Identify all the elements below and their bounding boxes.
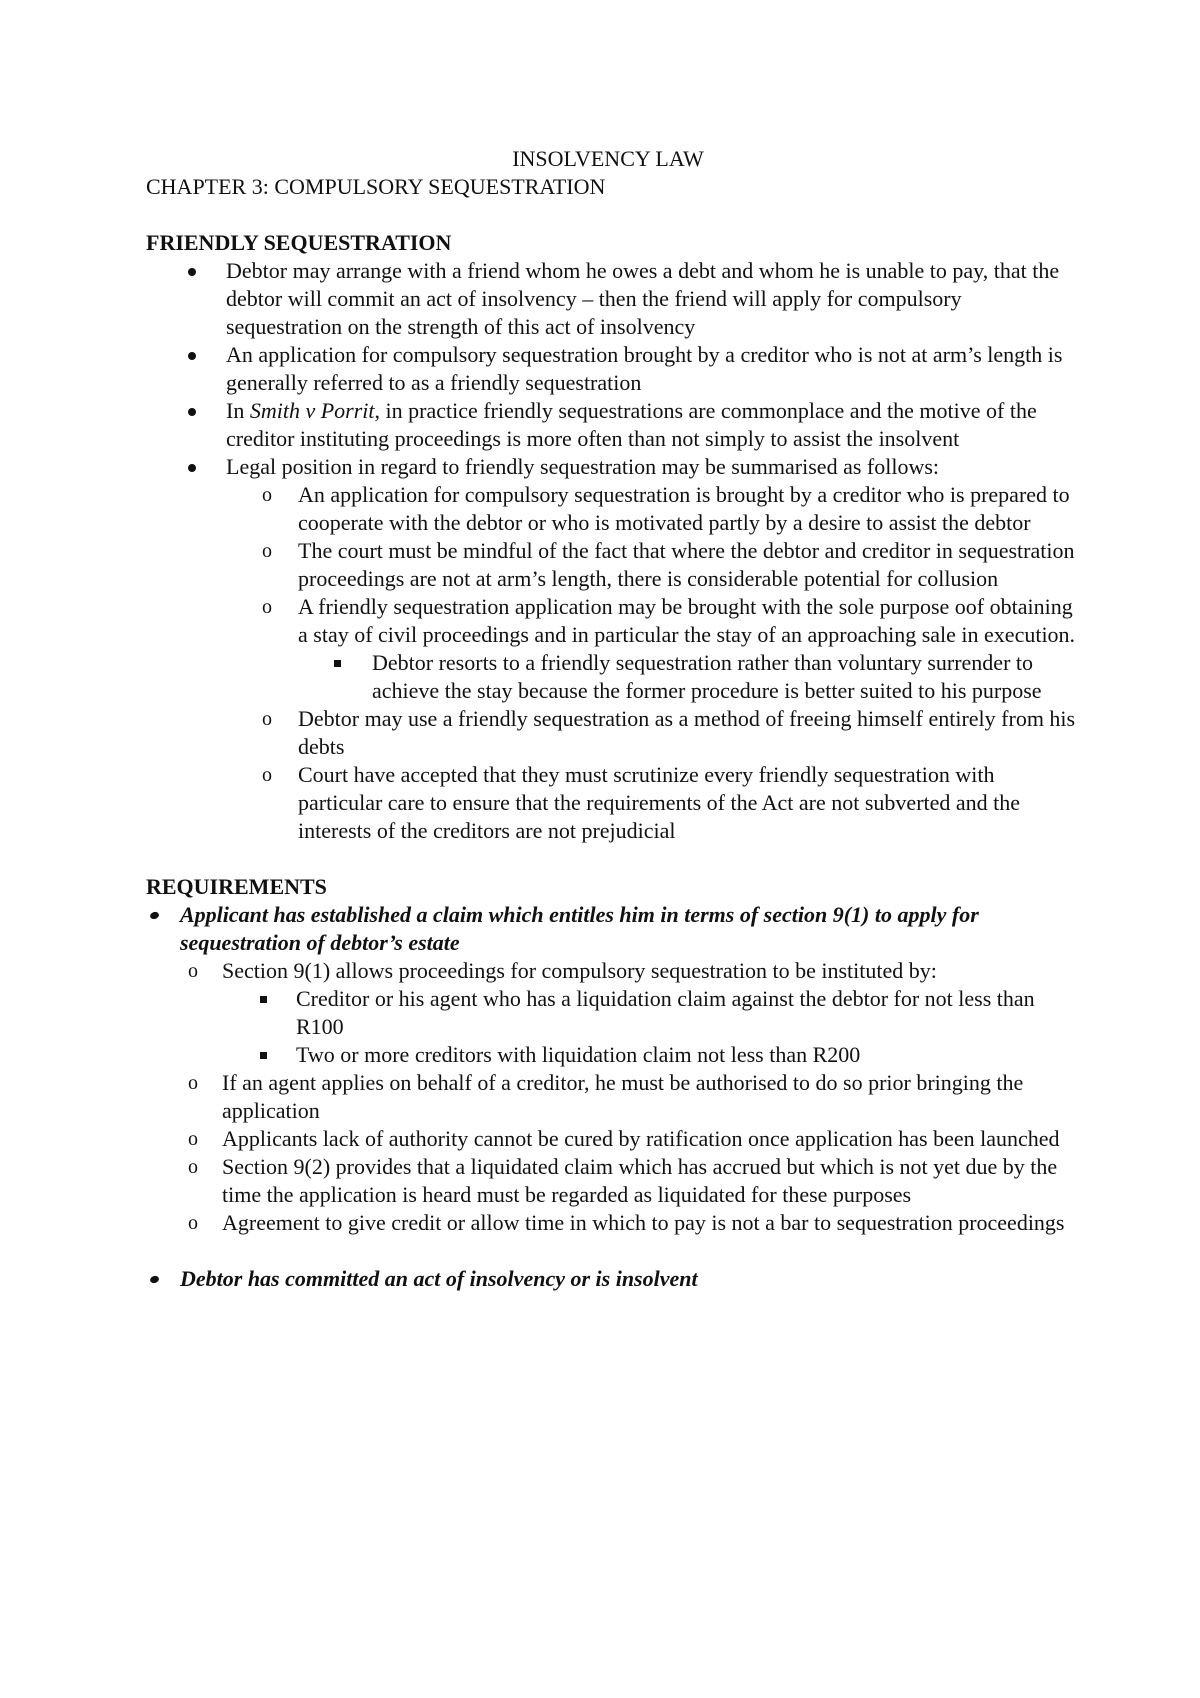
sublist-item — [180, 1069, 1076, 1125]
list-item-prefix: In — [226, 398, 250, 423]
sublist-item-text: Section 9(2) provides that a liquidated claim which has accrued but which is not yet due by the time the application is heard must be regarded as liquidated for these purposes — [222, 1154, 1058, 1207]
list-item — [146, 341, 1076, 397]
friendly-sequestration-heading: FRIENDLY SEQUESTRATION — [146, 230, 452, 255]
list-item-text: Legal position in regard to friendly sequestration may be summarised as follows: — [226, 454, 940, 479]
square-bullet-icon — [260, 1052, 267, 1059]
list-item-text: , in practice friendly sequestrations are commonplace and the motive of the creditor instituting proceedings is more often than not simply to assist the insolvent — [226, 398, 1037, 451]
sublist-item — [222, 1041, 1076, 1069]
bullet-icon — [188, 464, 196, 472]
case-name: Smith v Porrit — [249, 398, 375, 423]
chapter-heading: CHAPTER 3: COMPULSORY SEQUESTRATION — [146, 174, 606, 199]
document-title: INSOLVENCY LAW — [512, 146, 704, 171]
stay-sublist — [298, 649, 1076, 705]
requirements-heading: REQUIREMENTS — [146, 874, 327, 899]
sublist-item — [226, 593, 1076, 705]
circle-bullet-icon: o — [262, 540, 272, 562]
bullet-icon — [188, 268, 196, 276]
circle-bullet-icon: o — [188, 1128, 198, 1150]
requirements-list — [146, 901, 1076, 1293]
bullet-icon — [149, 1275, 160, 1285]
requirement-item — [146, 901, 1076, 1237]
sublist-item — [226, 705, 1076, 761]
sublist-item-text: Applicants lack of authority cannot be cured by ratification once application has been launched — [222, 1126, 1060, 1151]
square-bullet-icon — [260, 996, 267, 1003]
sublist-item-text: Debtor resorts to a friendly sequestration rather than voluntary surrender to achieve the stay because the former procedure is better suited to his purpose — [372, 650, 1042, 703]
circle-bullet-icon: o — [262, 484, 272, 506]
sublist-item — [180, 1153, 1076, 1209]
circle-bullet-icon: o — [262, 764, 272, 786]
requirement-item — [146, 1265, 1076, 1293]
sublist-item — [226, 761, 1076, 845]
requirement-sublist — [180, 957, 1076, 1237]
sublist-item — [226, 537, 1076, 593]
sublist-item-text: Agreement to give credit or allow time in which to pay is not a bar to sequestration proceedings — [222, 1210, 1065, 1235]
legal-position-sublist — [226, 481, 1076, 845]
circle-bullet-icon: o — [188, 1072, 198, 1094]
requirement-title: Debtor has committed an act of insolvency or is insolvent — [180, 1266, 698, 1291]
bullet-icon — [188, 408, 196, 416]
sublist-item — [180, 1125, 1076, 1153]
sublist-item-text: Section 9(1) allows proceedings for compulsory sequestration to be instituted by: — [222, 958, 937, 983]
sublist-item-text: If an agent applies on behalf of a creditor, he must be authorised to do so prior bringing the application — [222, 1070, 1024, 1123]
list-item-text: Debtor may arrange with a friend whom he owes a debt and whom he is unable to pay, that the debtor will commit an act of insolvency – then the friend will apply for compulsory sequestration on the strength of this act of insolvency — [226, 258, 1060, 339]
square-bullet-icon — [334, 660, 341, 667]
list-item — [146, 453, 1076, 845]
sublist-item — [298, 649, 1076, 705]
document-body — [146, 145, 1076, 1293]
list-item — [146, 257, 1076, 341]
sublist-item — [222, 985, 1076, 1041]
bullet-icon — [149, 911, 160, 921]
sublist-item-text: Court have accepted that they must scrutinize every friendly sequestration with particular care to ensure that the requirements of the Act are not subverted and the interests of the creditors are not prejudicial — [298, 762, 1021, 843]
list-item-text: An application for compulsory sequestration brought by a creditor who is not at arm’s length is generally referred to as a friendly sequestration — [226, 342, 1063, 395]
circle-bullet-icon: o — [262, 596, 272, 618]
list-item — [146, 397, 1076, 453]
circle-bullet-icon: o — [188, 960, 198, 982]
circle-bullet-icon: o — [262, 708, 272, 730]
sublist-item-text: Debtor may use a friendly sequestration as a method of freeing himself entirely from his debts — [298, 706, 1076, 759]
spacer — [146, 201, 1076, 229]
sublist-item-text: Creditor or his agent who has a liquidation claim against the debtor for not less than R100 — [296, 986, 1035, 1039]
friendly-bullet-list — [146, 257, 1076, 845]
spacer — [146, 845, 1076, 873]
sublist-item — [180, 957, 1076, 1069]
circle-bullet-icon: o — [188, 1212, 198, 1234]
section-9-1-sublist — [222, 985, 1076, 1069]
sublist-item-text: A friendly sequestration application may be brought with the sole purpose oof obtaining a stay of civil proceedings and in particular the stay of an approaching sale in execution. — [298, 594, 1076, 647]
bullet-icon — [188, 352, 196, 360]
sublist-item-text: An application for compulsory sequestration is brought by a creditor who is prepared to cooperate with the debtor or who is motivated partly by a desire to assist the debtor — [298, 482, 1070, 535]
sublist-item-text: The court must be mindful of the fact that where the debtor and creditor in sequestration proceedings are not at arm’s length, there is considerable potential for collusion — [298, 538, 1075, 591]
sublist-item — [180, 1209, 1076, 1237]
circle-bullet-icon: o — [188, 1156, 198, 1178]
requirement-title: Applicant has established a claim which entitles him in terms of section 9(1) to apply for sequestration of debtor’s estate — [180, 902, 979, 955]
sublist-item-text: Two or more creditors with liquidation claim not less than R200 — [296, 1042, 861, 1067]
sublist-item — [226, 481, 1076, 537]
